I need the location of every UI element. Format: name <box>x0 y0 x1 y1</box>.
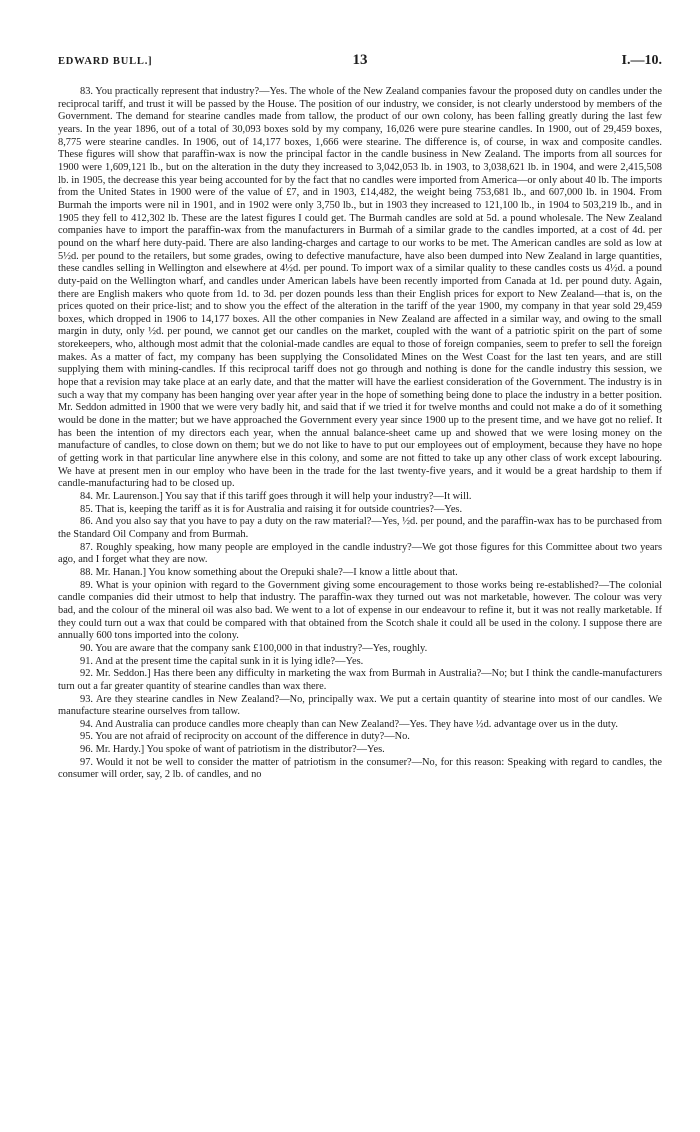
paragraph-92: 92. Mr. Seddon.] Has there been any difficulty in marketing the wax from Burmah in Australia?—No; but I think the candle-manufacturers turn out a far greater quantity of stearine candles than wax there. <box>58 668 662 692</box>
paragraph-90: 90. You are aware that the company sank £100,000 in that industry?—Yes, roughly. <box>80 642 428 654</box>
paragraph-93: 93. Are they stearine candles in New Zealand?—No, principally wax. We put a certain quantity of stearine into most of our candles. We manufacture stearine ourselves from tallow. <box>58 693 662 718</box>
witness-name: EDWARD BULL.] <box>58 56 153 67</box>
paragraph-96: 96. Mr. Hardy.] You spoke of want of patriotism in the distributor?—Yes. <box>80 744 385 756</box>
paragraph-84: 84. Mr. Laurenson.] You say that if this tariff goes through it will help your industry?—It will. <box>80 491 472 502</box>
page-number: 13 <box>352 52 368 68</box>
paragraph-91: 91. And at the present time the capital sunk in it is lying idle?—Yes. <box>80 655 364 667</box>
paragraph-95: 95. You are not afraid of reciprocity on account of the difference in duty?—No. <box>80 731 410 743</box>
page-header <box>58 52 662 74</box>
paragraph-86: 86. And you also say that you have to pay a duty on the raw material?—Yes, ½d. per pound, and the paraffin-wax has to be purchased from the Standard Oil Company and from Burmah. <box>58 516 662 540</box>
paragraph-85: 85. That is, keeping the tariff as it is for Australia and raising it for outside countries?—Yes. <box>80 503 463 515</box>
paragraph-89: 89. What is your opinion with regard to the Government giving some encouragement to those works being re-established?—The colonial candle companies did their utmost to help that industry. The paraffin-wax they turned out was not marketable, however. The colour was very bad, and the colour of the mineral oil was also bad. We went to a lot of expense in our endeavour to refine it, but it was not really marketable. If they could turn out a wax that could be compared with that obtained from the Scotch shale it could all be used in the colony. I suppose there are annually 600 tons imported into the colony. <box>58 579 662 642</box>
paper-reference: I.—10. <box>621 53 662 68</box>
paragraph-88: 88. Mr. Hanan.] You know something about the Orepuki shale?—I know a little about that. <box>80 566 458 578</box>
paragraph-97: 97. Would it not be well to consider the matter of patriotism in the consumer?—No, for this reason: Speaking with regard to candles, the consumer will order, say, 2 lb. of candles, and no <box>58 756 662 781</box>
paragraph-94: 94. And Australia can produce candles more cheaply than can New Zealand?—Yes. They have ½d. advantage over us in the duty. <box>80 718 618 730</box>
testimony-body <box>58 86 662 782</box>
paragraph-83: 83. You practically represent that industry?—Yes. The whole of the New Zealand companies favour the proposed duty on candles under the reciprocal tariff, and trust it will be passed by the House. The position of our industry, we consider, is not clearly understood by members of the Government. The demand for stearine candles made from tallow, the product of our own colony, has been falling greatly during the last few years. In the year 1896, out of a total of 30,093 boxes sold by my company, 16,026 were pure stearine candles. In 1900, out of 29,459 boxes, 8,775 were stearine candles. In 1906, out of 14,177 boxes, 1,666 were stearine. The difference is, of course, in wax and composite candles. These figures will show that paraffin-wax is now the principal factor in the candle business in New Zealand. The imports from all sources for 1900 were 1,609,121 lb., but on the alteration in the duty they increased to 3,042,053 lb. in 1903, to 3,038,621 lb. in 1904, and were 2,415,508 lb. in 1905, the decrease this year being accounted for by the fact that no candles were imported from America—or only about 40 lb. The imports from the United States in 1900 were of the value of £7, and in 1903, £14,482, the weight being 753,681 lb., and 607,000 lb. in 1904. From Burmah the imports were nil in 1901, and in 1902 were only 3,750 lb., but in 1903 they increased to 121,100 lb., in 1904 to 503,219 lb., and in 1905 they fell to 412,302 lb. These are the latest figures I could get. The Burmah candles are sold at 5d. a pound wholesale. The New Zealand companies have to import the paraffin-wax from the manufacturers in Burmah of a similar grade to the candles imported, at a cost of 4d. per pound on the wharf here duty-paid. There are also landing-charges and cartage to our works to be met. The American candles are sold as low at 5½d. per pound to the retailers, but some grades, owing to defective manufacture, have also been dumped into New Zealand in large quantities, these candles selling in Wellington and elsewhere at 4½d. per pound. To import wax of a similar quality to these candles costs us 4½d. a pound duty-paid on the Wellington wharf, and candles under American labels have been recently imported from Canada at 1d. per pound duty. Again, there are English makers who quote from 1d. to 3d. per dozen pounds less than their English prices for export to New Zealand—that is, on the prices quoted on their price-list; and to show you the effect of the alteration in the tariff of the year 1900, my company in that year sold 29,459 boxes, which dropped in 1906 to 14,177 boxes. All the other companies in New Zealand are affected in a similar way, and owing to the small margin in duty, only ½d. per pound, we cannot get our candles on the market, coupled with the want of a patriotic spirit on the part of some storekeepers, who, although most admit that the colonial-made candles are equal to those of foreign companies, seem to prefer to sell the foreign makes. As a matter of fact, my company has been supplying the Consolidated Mines on the West Coast for the last ten years, and are still supplying them with mining-candles. If this reciprocal tariff does not go through and nothing is done for the candle industry this session, we hope that a revision may take place at an early date, and that the matter will have the earliest consideration of the Government. The industry is in such a way that my company has been hanging over year after year in the hope of something being done to place the industry in a better position. Mr. Seddon admitted in 1900 that we were very badly hit, and said that if we tried it for twelve months and could not make a do of it something would be done in the matter; but we have approached the Government every year since 1900 up to the present time, and we have got no relief. It has been the intention of my directors each year, when the annual balance-sheet came up and showed that we were losing money on the manufacture of candles, to close down on them; but we do not like to have to put our employees out of employment, because they have no hope of getting work in that particular line anywhere else in this colony, and some are not fitted to take up any other class of work except labouring. We have at present men in our employ who have been in the trade for the last twenty-five years, and it would be a great hardship to them if candle-manufacturing had to be closed up. <box>58 86 663 490</box>
paragraph-87: 87. Roughly speaking, how many people are employed in the candle industry?—We got those figures for this Committee about two years ago, and I forget what they are now. <box>58 541 662 566</box>
